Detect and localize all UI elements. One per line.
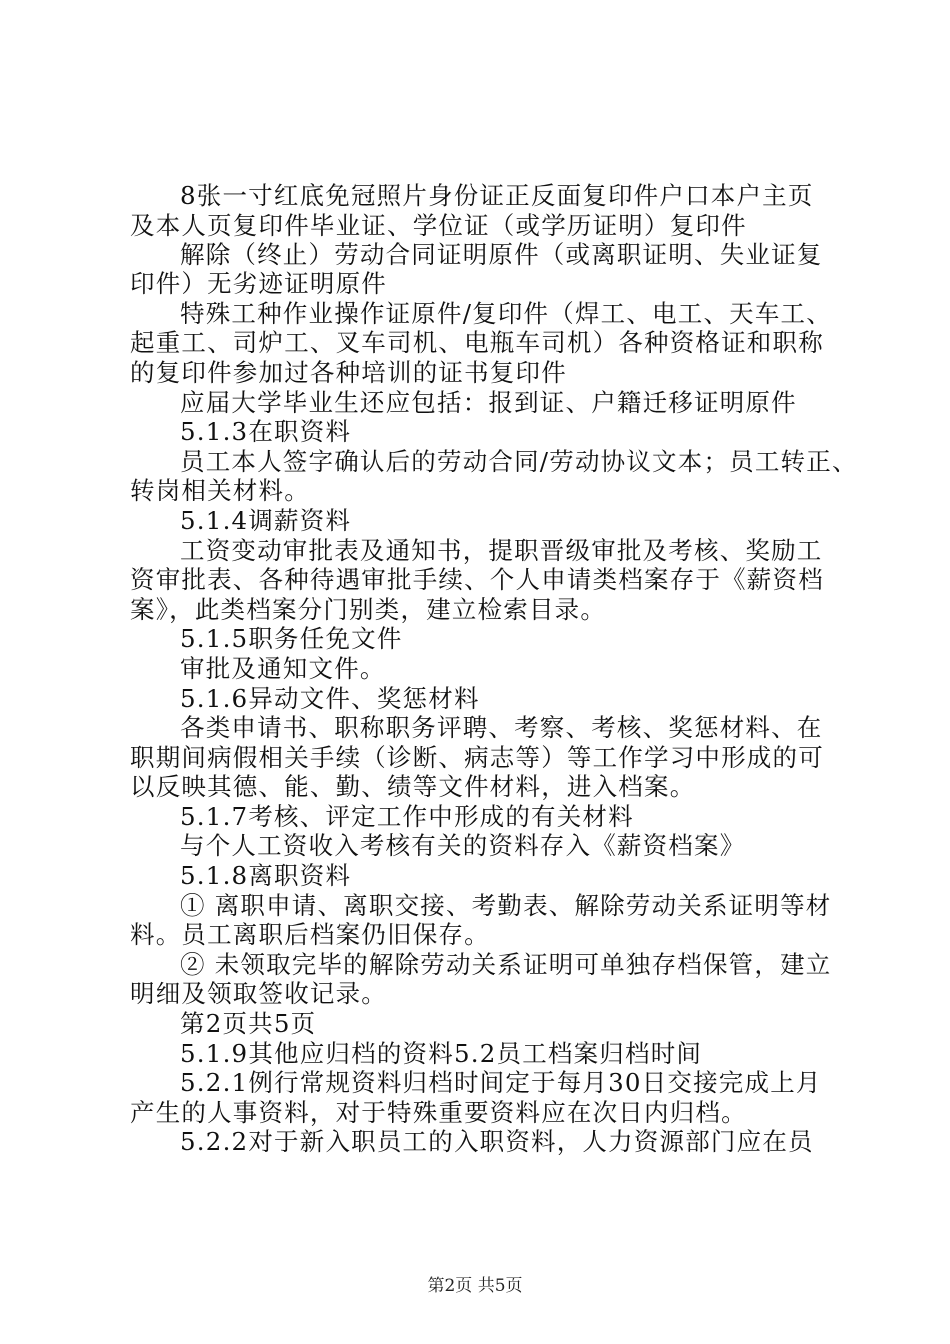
body-line: 解除（终止）劳动合同证明原件（或离职证明、失业证复 xyxy=(180,240,823,269)
section-heading: 5.1.4调薪资料 xyxy=(180,506,352,535)
body-line: 起重工、司炉工、叉车司机、电瓶车司机）各种资格证和职称 xyxy=(130,328,824,357)
page-marker-inline: 第2页共5页 xyxy=(180,1009,317,1038)
body-line: 以反映其德、能、勤、绩等文件材料，进入档案。 xyxy=(130,772,696,801)
body-line: ② 未领取完毕的解除劳动关系证明可单独存档保管，建立 xyxy=(180,950,832,979)
body-line: 特殊工种作业操作证原件/复印件（焊工、电工、天车工、 xyxy=(180,299,832,328)
body-line: 应届大学毕业生还应包括：报到证、户籍迁移证明原件 xyxy=(180,388,797,417)
section-heading: 5.1.9其他应归档的资料5.2员工档案归档时间 xyxy=(180,1039,703,1068)
body-line: 印件）无劣迹证明原件 xyxy=(130,269,387,298)
body-line: 的复印件参加过各种培训的证书复印件 xyxy=(130,358,567,387)
body-line: 审批及通知文件。 xyxy=(180,654,386,683)
section-heading: 5.1.6异动文件、奖惩材料 xyxy=(180,684,480,713)
body-line: 5.2.2对于新入职员工的入职资料，人力资源部门应在员 xyxy=(180,1127,814,1156)
body-line: 职期间病假相关手续（诊断、病志等）等工作学习中形成的可 xyxy=(130,743,824,772)
body-line: 8张一寸红底免冠照片身份证正反面复印件户口本户主页 xyxy=(180,181,814,210)
section-heading: 5.1.7考核、评定工作中形成的有关材料 xyxy=(180,802,634,831)
body-line: ① 离职申请、离职交接、考勤表、解除劳动关系证明等材 xyxy=(180,891,832,920)
body-line: 工资变动审批表及通知书，提职晋级审批及考核、奖励工 xyxy=(180,536,823,565)
body-line: 案》，此类档案分门别类，建立检索目录。 xyxy=(130,595,607,624)
body-line: 明细及领取签收记录。 xyxy=(130,979,387,1008)
body-line: 5.2.1例行常规资料归档时间定于每月30日交接完成上月 xyxy=(180,1068,822,1097)
section-heading: 5.1.8离职资料 xyxy=(180,861,352,890)
section-heading: 5.1.5职务任免文件 xyxy=(180,624,403,653)
body-line: 员工本人签字确认后的劳动合同/劳动协议文本；员工转正、 xyxy=(180,447,858,476)
body-line: 料。员工离职后档案仍旧保存。 xyxy=(130,920,490,949)
page-footer: 第2页 共5页 xyxy=(427,1276,523,1296)
body-line: 及本人页复印件毕业证、学位证（或学历证明）复印件 xyxy=(130,211,747,240)
body-line: 各类申请书、职称职务评聘、考察、考核、奖惩材料、在 xyxy=(180,713,823,742)
section-heading: 5.1.3在职资料 xyxy=(180,417,352,446)
body-line: 资审批表、各种待遇审批手续、个人申请类档案存于《薪资档 xyxy=(130,565,824,594)
body-line: 产生的人事资料，对于特殊重要资料应在次日内归档。 xyxy=(130,1098,747,1127)
body-line: 转岗相关材料。 xyxy=(130,476,310,505)
body-line: 与个人工资收入考核有关的资料存入《薪资档案》 xyxy=(180,831,746,860)
